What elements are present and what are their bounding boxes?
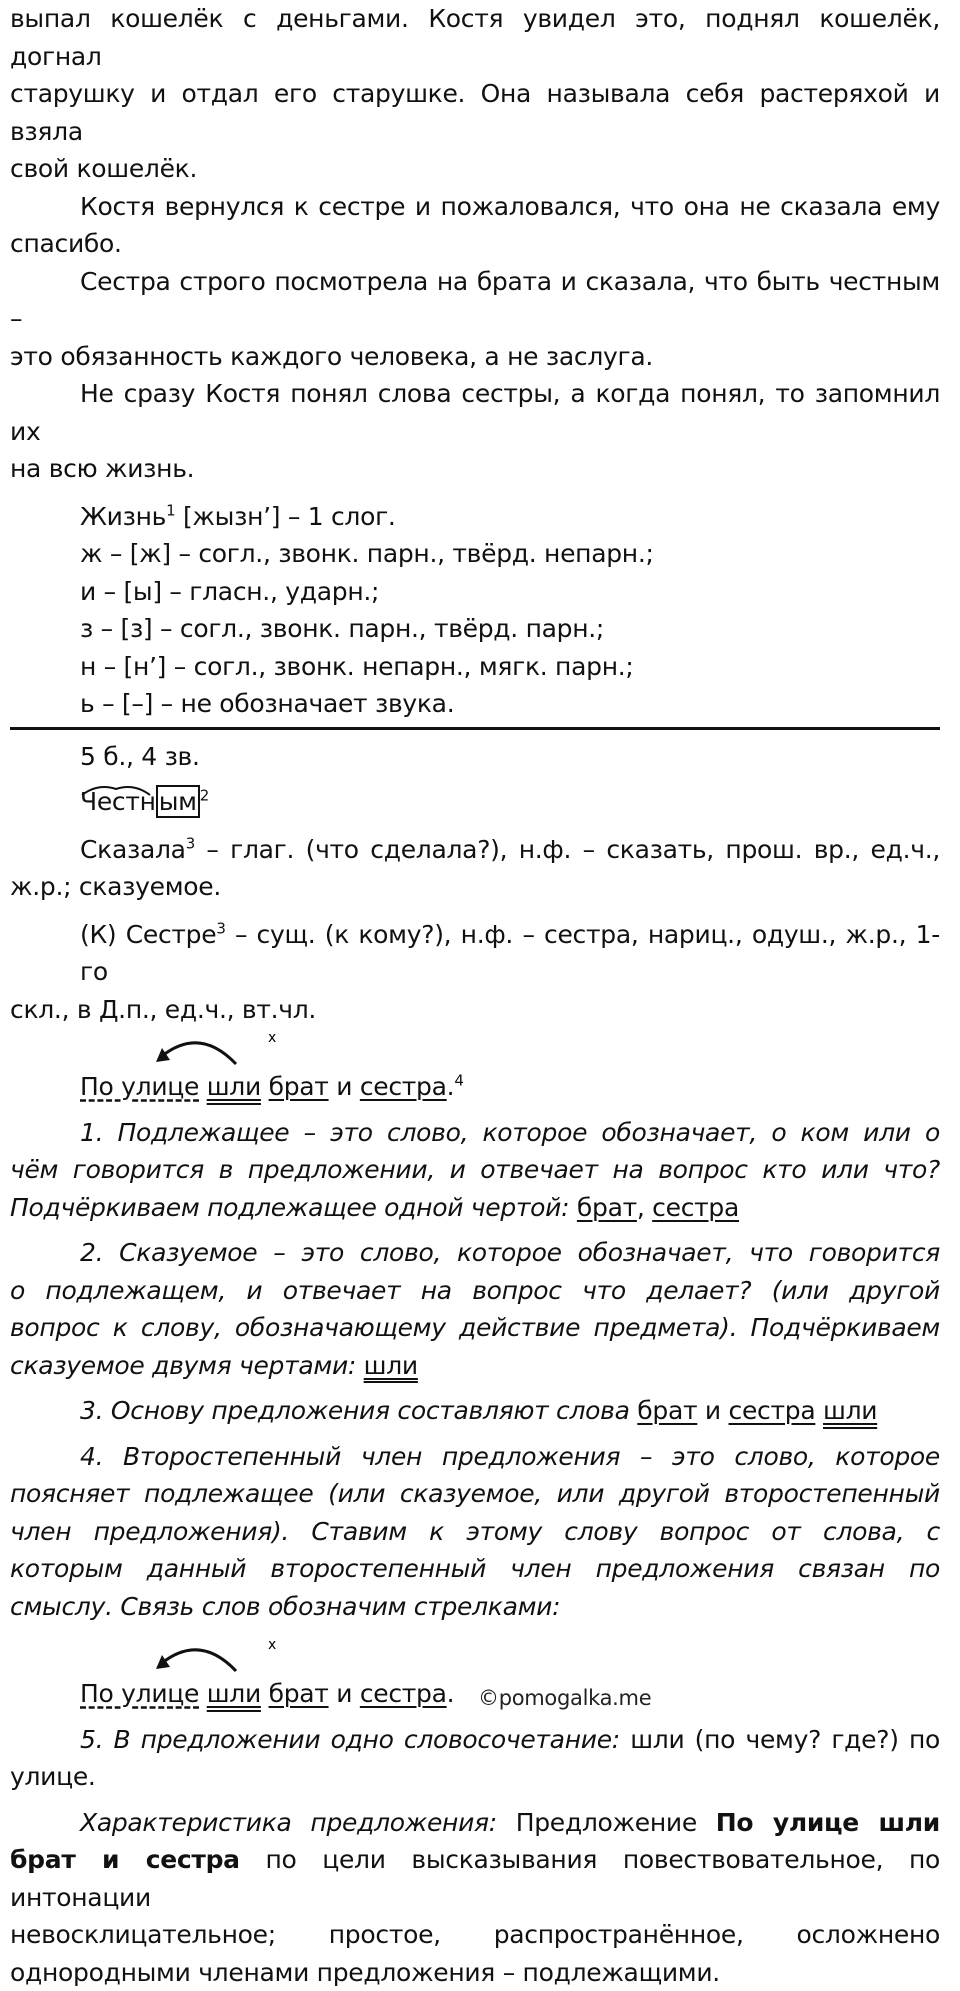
- analysis-text: чём говорится в предложении, и отвечает на вопрос кто или что?: [10, 1155, 940, 1184]
- story-line: спасибо.: [10, 225, 940, 263]
- characteristic-text: Предложение: [497, 1808, 716, 1837]
- verb-analysis-line: [10, 831, 940, 869]
- analysis-text: вопрос к слову, обозначающему действие предмета). Подчёркиваем: [10, 1313, 940, 1342]
- subject-word: сестра: [360, 1072, 447, 1101]
- characteristic-line: [10, 1804, 940, 1842]
- story-line: Не сразу Костя понял слова сестры, а когда понял, то запомнил их: [10, 375, 940, 450]
- subject-word: брат: [269, 1072, 329, 1101]
- analysis-text: 3. Основу предложения составляют слова: [80, 1396, 637, 1425]
- phonetic-transcription: [жызн’] – 1 слог.: [175, 502, 395, 531]
- phonetic-heading: [10, 498, 940, 536]
- subject-word: сестра: [729, 1396, 816, 1425]
- arrow-x-mark: x: [268, 1030, 276, 1046]
- story-line: свой кошелёк.: [10, 150, 940, 188]
- analysis-line: [10, 1588, 940, 1626]
- analysis-line: [10, 1234, 940, 1272]
- morpheme-root: Честн: [80, 787, 156, 816]
- analysis-text: Подчёркиваем подлежащее одной чертой:: [10, 1193, 577, 1222]
- phonetic-line: ь – [–] – не обозначает звука.: [10, 685, 940, 723]
- subject-word: брат: [577, 1193, 637, 1222]
- characteristic-line: невосклицательное; простое, распространённое, осложнено: [10, 1916, 940, 1954]
- analysis-line: [10, 1114, 940, 1152]
- analysis-text: смыслу. Связь слов обозначим стрелками:: [10, 1592, 560, 1621]
- period: .: [447, 1072, 455, 1101]
- phonetic-line: ж – [ж] – согл., звонк. парн., твёрд. непарн.;: [10, 535, 940, 573]
- analysis-line: [10, 1392, 940, 1430]
- analysis-line: [10, 1475, 940, 1513]
- analysis-text: член предложения). Ставим к этому слову вопрос от слова, с: [10, 1517, 940, 1546]
- analysis-line: [10, 1721, 940, 1759]
- predicate-word: шли: [207, 1679, 261, 1708]
- footnote-mark: 3: [216, 919, 225, 937]
- subject-word: сестра: [360, 1679, 447, 1708]
- analysis-line: [10, 1438, 940, 1476]
- conjunction: и: [336, 1679, 352, 1708]
- adverbial-word: По улице: [80, 1679, 199, 1708]
- noun-analysis-line: скл., в Д.п., ед.ч., вт.чл.: [10, 991, 940, 1029]
- divider: [10, 727, 940, 730]
- footnote-mark: 2: [200, 787, 209, 805]
- analysis-line: [10, 1272, 940, 1310]
- footnote-mark: 4: [454, 1072, 463, 1090]
- morpheme-ending-box: ым: [156, 785, 200, 818]
- document: [10, 0, 940, 1991]
- noun-desc: – сущ. (к кому?), н.ф. – сестра, нариц., одуш., ж.р., 1-го: [80, 920, 940, 987]
- analysis-line: улице.: [10, 1758, 940, 1796]
- arrow-x-mark: x: [268, 1637, 276, 1653]
- verb-desc: – глаг. (что сделала?), н.ф. – сказать, прош. вр., ед.ч.,: [195, 835, 940, 864]
- analysis-text: 4. Второстепенный член предложения – это слово, которое: [80, 1442, 940, 1471]
- characteristic-text: по цели высказывания повествовательное, по интонации: [10, 1845, 940, 1912]
- phonetic-line: н – [н’] – согл., звонк. непарн., мягк. парн.;: [10, 648, 940, 686]
- predicate-word: шли: [207, 1072, 261, 1101]
- characteristic-bold: брат и сестра: [10, 1845, 240, 1874]
- story-line: старушку и отдал его старушке. Она называла себя растеряхой и взяла: [10, 75, 940, 150]
- verb-analysis-line: ж.р.; сказуемое.: [10, 868, 940, 906]
- root-arc-icon: [80, 781, 152, 797]
- analysis-line: [10, 1550, 940, 1588]
- conjunction: и: [697, 1396, 728, 1425]
- adverbial-word: По улице: [80, 1072, 199, 1101]
- story-line: это обязанность каждого человека, а не заслуга.: [10, 338, 940, 376]
- arrow-icon: [118, 1030, 298, 1070]
- characteristic-label: Характеристика предложения:: [80, 1808, 497, 1837]
- footnote-mark: 1: [166, 501, 175, 519]
- analysis-line: [10, 1513, 940, 1551]
- noun-analysis-line: [10, 916, 940, 991]
- arrow-icon: [118, 1637, 298, 1677]
- analysis-line: [10, 1309, 940, 1347]
- morpheme-analysis: [10, 783, 940, 821]
- parsed-sentence: [10, 1675, 940, 1713]
- story-line: Костя вернулся к сестре и пожаловался, что она не сказала ему: [10, 188, 940, 226]
- watermark: ©pomogalka.me: [478, 1686, 651, 1710]
- footnote-mark: 3: [186, 834, 195, 852]
- predicate-word: шли: [364, 1351, 418, 1380]
- story-line: Сестра строго посмотрела на брата и сказала, что быть честным –: [10, 263, 940, 338]
- characteristic-line: однородными членами предложения – подлежащими.: [10, 1954, 940, 1991]
- phonetic-word: Жизнь: [80, 502, 166, 531]
- analysis-line: [10, 1189, 940, 1227]
- subject-word: сестра: [652, 1193, 739, 1222]
- analysis-text: 5. В предложении одно словосочетание:: [80, 1725, 620, 1754]
- noun-prefix: (К): [80, 920, 126, 949]
- noun-word: Сестре: [126, 920, 217, 949]
- phonetic-line: з – [з] – согл., звонк. парн., твёрд. парн.;: [10, 610, 940, 648]
- parsed-sentence: [10, 1068, 940, 1106]
- verb-word: Сказала: [80, 835, 186, 864]
- characteristic-bold: По улице шли: [716, 1808, 940, 1837]
- story-line: на всю жизнь.: [10, 450, 940, 488]
- phrase-text: шли (по чему? где?) по: [620, 1725, 940, 1754]
- phonetic-line: и – [ы] – гласн., ударн.;: [10, 573, 940, 611]
- subject-word: брат: [637, 1396, 697, 1425]
- analysis-text: 2. Сказуемое – это слово, которое обозначает, что говорится: [80, 1238, 940, 1267]
- subject-word: брат: [269, 1679, 329, 1708]
- analysis-line: [10, 1347, 940, 1385]
- characteristic-line: [10, 1841, 940, 1916]
- predicate-word: шли: [823, 1396, 877, 1425]
- phonetic-count: 5 б., 4 зв.: [10, 738, 940, 776]
- comma: ,: [637, 1193, 652, 1222]
- analysis-line: [10, 1151, 940, 1189]
- analysis-text: 1. Подлежащее – это слово, которое обозначает, о ком или о: [80, 1118, 940, 1147]
- analysis-text: о подлежащем, и отвечает на вопрос что делает? (или другой: [10, 1276, 940, 1305]
- period: .: [447, 1679, 455, 1708]
- morpheme-word: [80, 783, 200, 821]
- story-line: выпал кошелёк с деньгами. Костя увидел это, поднял кошелёк, догнал: [10, 0, 940, 75]
- analysis-text: которым данный второстепенный член предложения связан по: [10, 1554, 940, 1583]
- analysis-text: сказуемое двумя чертами:: [10, 1351, 364, 1380]
- analysis-text: поясняет подлежащее (или сказуемое, или другой второстепенный: [10, 1479, 940, 1508]
- conjunction: и: [336, 1072, 352, 1101]
